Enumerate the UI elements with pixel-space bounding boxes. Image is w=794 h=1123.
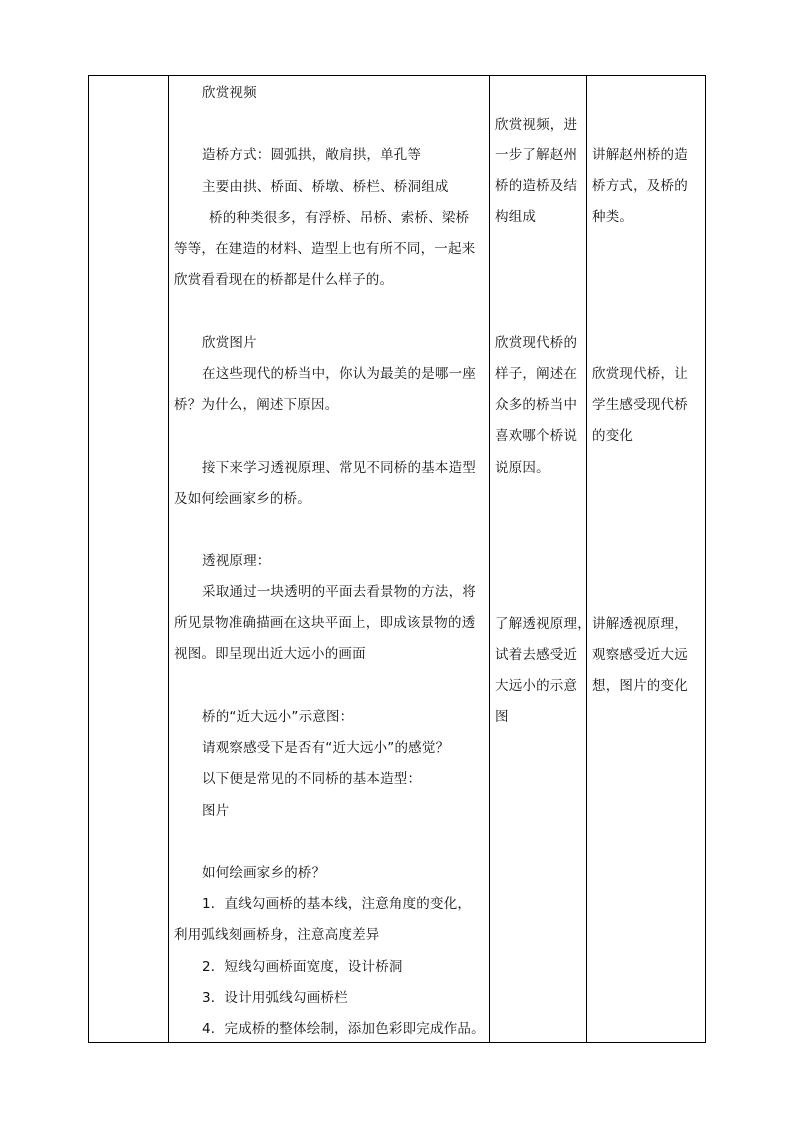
activity-line: 喜欢哪个桥说 <box>495 428 578 444</box>
activity-line: 大远小的示意 <box>495 678 578 694</box>
content-line: 4．完成桥的整体绘制，添加色彩即完成作品。 <box>202 1021 485 1037</box>
content-line: 图片 <box>202 803 230 819</box>
content-line: 桥？为什么，阐述下原因。 <box>174 397 339 413</box>
design-intent-cell <box>587 76 705 1042</box>
intent-line: 想，图片的变化 <box>592 678 688 694</box>
activity-line: 说原因。 <box>495 460 550 476</box>
intent-line: 的变化 <box>592 428 634 444</box>
teaching-content-cell <box>169 76 489 1042</box>
content-line: 造桥方式：圆弧拱，敞肩拱，单孔等 <box>202 147 422 163</box>
content-line: 欣赏视频 <box>202 85 257 101</box>
activity-line: 欣赏视频，进 <box>495 117 578 133</box>
content-line: 欣赏看看现在的桥都是什么样子的。 <box>174 272 394 288</box>
content-line: 主要由拱、桥面、桥墩、桥栏、桥洞组成 <box>202 179 449 195</box>
content-line: 请观察感受下是否有“近大远小”的感觉？ <box>202 740 450 756</box>
activity-line: 了解透视原理， <box>495 616 591 632</box>
activity-line: 样子，阐述在 <box>495 366 578 382</box>
content-line: 及如何绘画家乡的桥。 <box>174 491 311 507</box>
content-line: 1．直线勾画桥的基本线，注意角度的变化， <box>202 896 472 912</box>
content-line: 在这些现代的桥当中，你认为最美的是哪一座 <box>202 366 476 382</box>
intent-line: 桥方式，及桥的 <box>592 178 688 194</box>
activity-line: 试着去感受近 <box>495 647 578 663</box>
content-line: 所见景物准确描画在这块平面上，即成该景物的透 <box>174 615 476 631</box>
content-line: 如何绘画家乡的桥？ <box>202 865 326 881</box>
content-line: 等等，在建造的材料、造型上也有所不同，一起来 <box>174 241 476 257</box>
content-line: 透视原理： <box>202 553 271 569</box>
content-line: 3．设计用弧线勾画桥栏 <box>202 990 348 1006</box>
intent-line: 学生感受现代桥 <box>592 397 688 413</box>
intent-line: 讲解赵州桥的造 <box>592 147 688 163</box>
intent-line: 种类。 <box>592 209 634 225</box>
content-line: 欣赏图片 <box>202 335 257 351</box>
activity-line: 一步了解赵州 <box>495 147 578 163</box>
content-line: 以下便是常见的不同桥的基本造型： <box>202 771 422 787</box>
content-line: 桥的种类很多，有浮桥、吊桥、索桥、梁桥 <box>209 210 470 226</box>
content-line: 2．短线勾画桥面宽度，设计桥洞 <box>202 959 403 975</box>
content-line: 接下来学习透视原理、常见不同桥的基本造型 <box>202 460 476 476</box>
intent-line: 讲解透视原理， <box>592 616 688 632</box>
content-line: 桥的“近大远小”示意图： <box>202 709 354 725</box>
activity-line: 桥的造桥及结 <box>495 178 578 194</box>
content-line: 采取通过一块透明的平面去看景物的方法，将 <box>202 584 476 600</box>
intent-line: 观察感受近大远 <box>592 647 688 663</box>
content-line: 利用弧线刻画桥身，注意高度差异 <box>174 927 380 943</box>
column-1-empty-cell <box>89 76 168 1042</box>
student-activity-cell <box>490 76 591 1042</box>
activity-line: 图 <box>495 709 509 725</box>
activity-line: 欣赏现代桥的 <box>495 335 578 351</box>
intent-line: 欣赏现代桥，让 <box>592 366 688 382</box>
activity-line: 构组成 <box>495 209 537 225</box>
activity-line: 众多的桥当中 <box>495 397 578 413</box>
content-line: 视图。即呈现出近大远小的画面 <box>174 646 366 662</box>
lesson-table <box>88 75 706 1043</box>
